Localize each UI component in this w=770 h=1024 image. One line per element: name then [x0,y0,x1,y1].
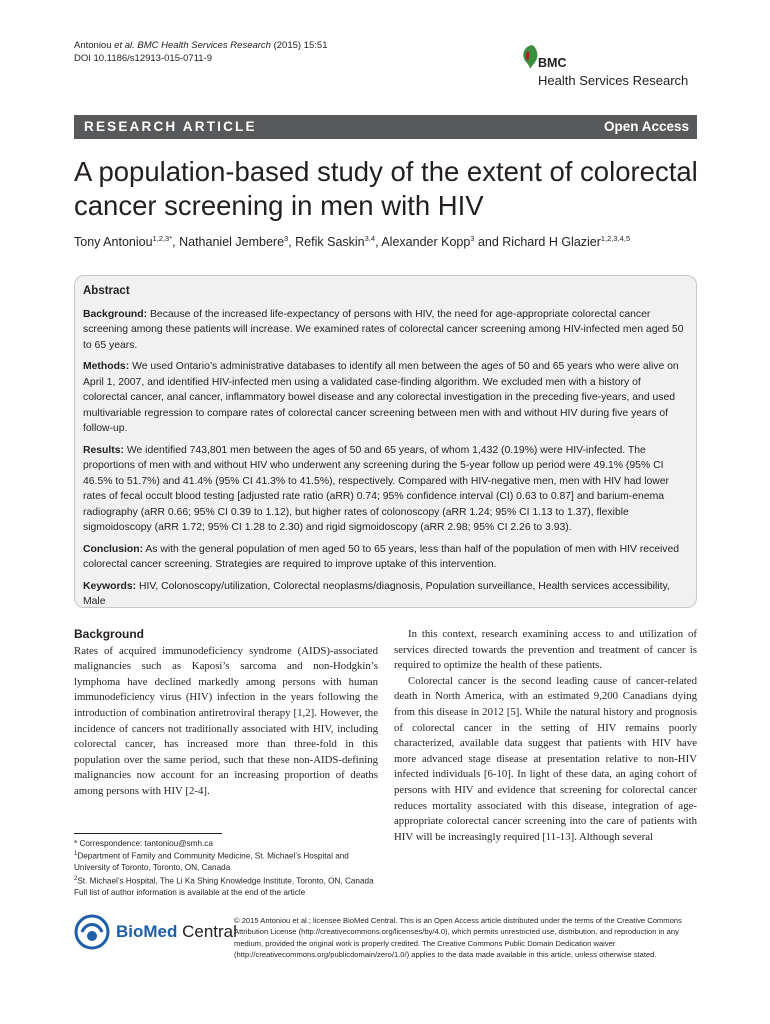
author-name: Refik Saskin [295,235,365,250]
affiliation-text: St. Michael’s Hospital, The Li Ka Shing Knowledge Institute, Toronto, ON, Canada [77,876,374,886]
affiliation-text: Department of Family and Community Medicine, St. Michael’s Hospital and University of Toronto, Toronto, ON, Canada [74,852,349,873]
citation-authors: Antoniou [74,40,115,51]
abstract-results [83,443,688,536]
section-heading-background: Background [74,627,145,641]
author [502,235,630,249]
author-affiliation: 3,4 [364,234,376,243]
author-name: Alexander Kopp [381,235,471,250]
author-affiliation: 1,2,3,4,5 [600,234,631,243]
author-separator: , [375,235,382,250]
abstract-heading: Abstract [83,285,130,297]
abstract-section-label: Background: [83,308,148,320]
citation-line [74,39,327,52]
abstract-section-text: Because of the increased life-expectancy of persons with HIV, the need for age-appropriate colorectal cancer screening among these patients will increase. We examined rates of colorectal cancer screening among HIV-infected men aged 50 to 65 years. [83,308,684,351]
abstract-section-label: Methods: [83,361,130,372]
affiliation-1 [74,849,378,873]
article-type-label: RESEARCH ARTICLE [84,119,257,134]
abstract-box [74,275,697,608]
body-paragraph: Colorectal cancer is the second leading cause of cancer-related death in North America, with an estimated 9,200 Canadians dying from this disease in 2012 [5]. While the natural history and prognosis of colorectal cancer in the setting of HIV remains poorly characterized, available data suggest that patients with HIV have more advanced stage disease at presentation relative to non-HIV infected individuals [6-10]. In light of these data, an aging cohort of persons with HIV and evidence that screening for colorectal cancer reduces mortality associated with this disease, integration of age-appropriate colorectal cancer screening into the care of patients with HIV will be increasingly required [11-13]. Although several [394,674,697,843]
author-affiliation: 3 [470,234,475,243]
abstract-content [83,284,688,616]
biomed-central-logo [74,913,237,951]
journal-logo-line1: BMC [538,56,567,70]
affiliation-number: 1 [74,851,78,858]
abstract-background [83,307,688,354]
author-affiliation: 1,2,3* [152,234,173,243]
author [295,235,381,249]
body-paragraph: In this context, research examining access to and utilization of services directed towards the prevention and treatment of cancer is required to optimize the health of these patients. [394,628,697,672]
body-left-column [74,627,378,800]
author-name: Nathaniel Jembere [179,235,285,250]
abstract-section-label: Keywords: [83,580,137,592]
abstract-section-label: Results: [83,444,124,456]
author-name: Richard H Glazier [502,235,601,250]
body-paragraph: Rates of acquired immunodeficiency syndrome (AIDS)-associated malignancies such as Kaposi’s sarcoma and non-Hodgkin’s lymphoma have declined markedly among persons with human immunodeficiency virus (HIV) infection in the years following the introduction of combination antiretroviral therapy [1,2]. However, the incidence of cancers not traditionally associated with HIV, including colorectal cancer, has increased more than three-fold in this population over the same period, such that these non-AIDS-defining malignancies now account for an increasing proportion of deaths among persons with HIV [2-4]. [74,644,378,797]
author [381,235,502,249]
abstract-section-label: Conclusion: [83,543,144,555]
abstract-methods [83,359,688,437]
article-title: A population-based study of the extent of colorectal cancer screening in men with HIV [74,156,698,221]
abstract-conclusion [83,542,688,573]
citation-header [74,39,327,65]
abstract-section-text: HIV, Colonoscopy/utilization, Colorectal neoplasms/diagnosis, Population surveillance, Health services accessibility, Male [83,580,670,607]
affiliation-number: 2 [74,875,78,882]
article-type-banner [74,115,697,139]
author-affiliation: 3 [284,234,289,243]
footnote-divider [74,833,222,834]
biomed-central-logo-icon [74,914,110,950]
abstract-keywords [83,579,688,610]
author-separator: , [288,235,296,250]
author-separator: , [172,235,180,250]
body-right-column [394,627,697,845]
citation-journal: et al. BMC Health Services Research [114,40,271,51]
doi: DOI 10.1186/s12913-015-0711-9 [74,53,213,64]
author-separator: and [474,235,503,250]
affiliation-2 [74,874,378,887]
journal-logo-line2: Health Services Research [538,73,689,88]
bmc-journal-logo [528,42,708,94]
author-name: Tony Antoniou [74,235,153,250]
correspondence: * Correspondence: tantoniou@smh.ca [74,839,213,848]
full-list-note: Full list of author information is available at the end of the article [74,887,306,897]
abstract-section-text: As with the general population of men aged 50 to 65 years, less than half of the population of men with HIV received colorectal cancer screening. Strategies are required to improve uptake of this intervention. [83,543,680,570]
license-statement: © 2015 Antoniou et al.; licensee BioMed Central. This is an Open Access article distributed under the terms of the Creative Commons Attribution License (http://creativecommons.org/licenses/by/4.0), which permits unrestricted use, distribution, and reproduction in any medium, provided the original work is properly credited. The Creative Commons Public Domain Dedication waiver (http://creativecommons.org/publicdomain/zero/1.0/) applies to the data made available in this article, unless otherwise stated. [234,916,682,959]
abstract-section-text: We identified 743,801 men between the ages of 50 and 65 years, of whom 1,432 (0.19%) were HIV-infected. The proportions of men with and without HIV who underwent any screening during the 5-year follow up period were 49.1% (95% CI 46.5% to 51.7%) and 41.4% (95% CI 41.3% to 41.5%), respectively. Compared with HIV-negative men, men with HIV had lower rates of fecal occult blood testing [adjusted rate ratio (aRR) 0.74; 95% confidence interval (CI) 0.63 to 0.87] and barium-enema radiography (aRR 0.66; 95% CI 0.39 to 1.12), but higher rates of colonoscopy (aRR 1.24; 95% CI 1.13 to 1.37), flexible sigmoidoscopy (aRR 1.72; 95% CI 1.28 to 2.30) and rigid sigmoidoscopy (aRR 2.98; 95% CI 2.26 to 3.93). [83,444,670,533]
bmc-journal-logo-icon [520,44,540,70]
open-access-label: Open Access [603,119,689,134]
citation-tail: (2015) 15:51 [270,40,328,51]
biomed-wordmark-a: BioMed [116,922,178,941]
author-list [74,234,714,249]
author [74,235,179,249]
author [179,235,295,249]
footnotes [74,838,378,898]
biomed-wordmark-b: Central [177,922,237,941]
abstract-section-text: We used Ontario’s administrative databases to identify all men between the ages of 50 and 65 years who were alive on April 1, 2007, and identified HIV-infected men using a validated case-finding algorithm. We excluded men with a history of colorectal cancer, anal cancer, inflammatory bowel disease and any colorectal investigation in the preceding five-years, and used multivariable regression to compare rates of colorectal cancer screening between men with and without HIV during five years of follow-up. [83,361,679,434]
biomed-central-wordmark [116,922,237,942]
